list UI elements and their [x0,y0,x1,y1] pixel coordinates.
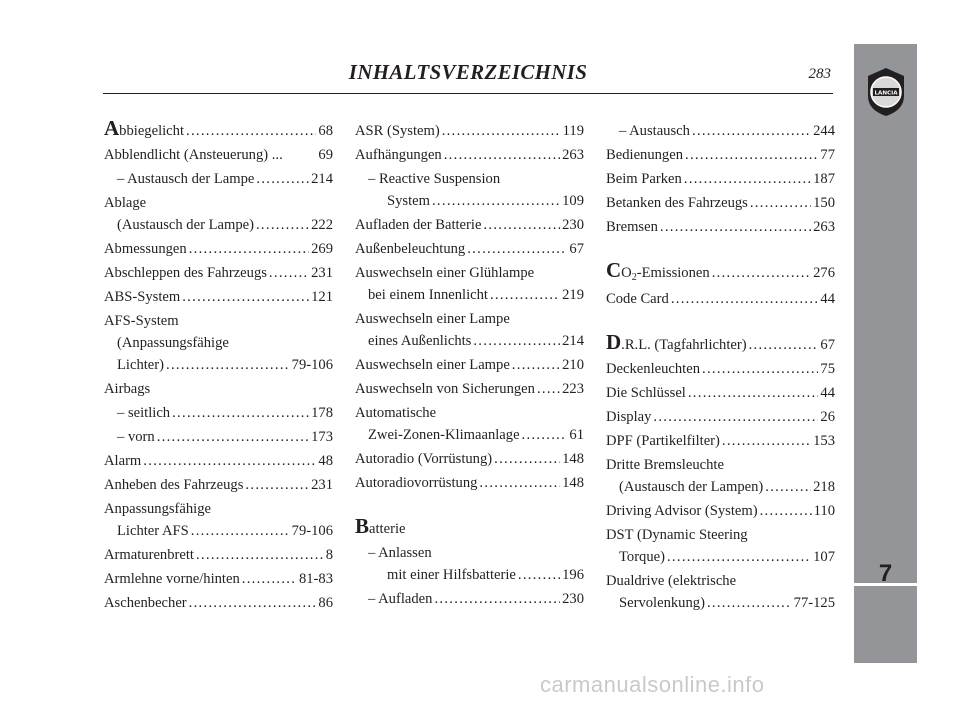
entry-page-number: 153 [813,433,835,449]
watermark: carmanualsonline.info [540,672,765,697]
entry-label: ASR (System) [355,123,440,139]
index-entry[interactable] [606,330,835,356]
entry-page-number: 214 [562,333,584,349]
entry-page-number: 81-83 [298,571,333,587]
dot-leader [269,262,309,284]
dot-leader [712,262,811,284]
entry-page-number: 230 [562,217,584,233]
entry-page-number: 178 [311,405,333,421]
entry-continuation: (Austausch der Lampen) [619,479,764,495]
dot-leader [182,286,309,308]
entry-label: Bremsen [606,219,658,235]
dot-leader [760,500,812,522]
dot-leader [688,382,819,404]
index-column-1 [104,116,333,616]
entry-page-number: 218 [813,479,835,495]
index-entry[interactable] [606,406,835,428]
entry-label: bbiegelicht [119,123,185,139]
dot-leader [660,216,811,238]
index-entry[interactable] [606,430,835,452]
index-entry[interactable] [104,116,333,142]
dot-leader [653,406,818,428]
entry-label: – Austausch [619,123,690,139]
entry-label: Betanken des Fahrzeugs [606,195,748,211]
index-entry[interactable] [104,498,333,542]
header-divider [103,93,833,94]
dot-leader [537,378,560,400]
entry-label: Dritte Bremsleuchte [606,457,724,473]
dot-leader [191,520,290,542]
page-header [103,58,833,88]
entry-label: Ablage [104,195,147,211]
entry-label: Aufladen der Batterie [355,217,482,233]
entry-label: Armlehne vorne/hinten [104,571,240,587]
dot-leader [467,238,567,260]
entry-page-number: 187 [813,171,835,187]
entry-label: -Emissionen [636,265,710,281]
entry-page-number: 148 [562,475,584,491]
index-entry[interactable] [104,262,333,284]
entry-continuation: mit einer Hilfsbatterie [387,567,516,583]
entry-page-number: 44 [820,385,835,401]
entry-label: Die Schlüssel [606,385,686,401]
entry-page-number: 44 [820,291,835,307]
entry-page-number: 79-106 [291,523,333,539]
entry-label: Außenbeleuchtung [355,241,466,257]
dot-leader [186,120,316,142]
dot-leader [667,546,811,568]
entry-label: Alarm [104,453,142,469]
dot-leader [256,214,309,236]
entry-label: Aschenbecher [104,595,187,611]
entry-page-number: 109 [562,193,584,209]
section-gap [355,496,584,518]
entry-page-number: 263 [813,219,835,235]
index-entry[interactable] [606,500,835,522]
dot-leader [684,168,811,190]
index-entry[interactable] [355,144,584,166]
entry-label: DST (Dynamic Steering [606,527,748,543]
page-title: INHALTSVERZEICHNIS [348,60,588,84]
entry-continuation: System [387,193,430,209]
index-entry[interactable] [104,592,333,614]
entry-label: Auswechseln von Sicherungen [355,381,535,397]
dot-leader [512,354,560,376]
index-entry[interactable] [606,524,835,568]
dot-leader [522,424,568,446]
section-letter: C [606,258,622,282]
dot-leader [749,334,819,356]
entry-label: – Aufladen [368,591,433,607]
index-entry[interactable] [606,358,835,380]
dot-leader [707,592,792,614]
index-entry[interactable] [104,568,333,590]
entry-label: – Austausch der Lampe [117,171,255,187]
index-entry[interactable] [104,474,333,496]
entry-label: DPF (Partikelfilter) [606,433,720,449]
entry-label: Code Card [606,291,669,307]
entry-label: Anheben des Fahrzeugs [104,477,244,493]
page-number: 283 [808,66,831,82]
entry-subscript: 2 [631,272,637,283]
section-gap [606,312,835,334]
entry-page-number: 69 [318,147,333,163]
dot-leader [189,238,309,260]
section-letter: D [606,330,622,354]
index-entry[interactable] [104,144,333,166]
index-entry[interactable] [355,588,584,610]
index-entry[interactable] [606,192,835,214]
entry-label: Abschleppen des Fahrzeugs [104,265,267,281]
entry-page-number: 276 [813,265,835,281]
entry-page-number: 61 [569,427,584,443]
entry-page-number: 121 [311,289,333,305]
chapter-number[interactable]: 7 [878,560,893,587]
entry-page-number: 230 [562,591,584,607]
index-entry[interactable] [606,570,835,614]
entry-page-number: 77 [820,147,835,163]
index-entry[interactable] [606,120,835,142]
entry-page-number: 26 [820,409,835,425]
logo-text: LANCIA [874,90,898,97]
dot-leader [434,588,560,610]
dot-leader [245,474,309,496]
entry-page-number: 67 [820,337,835,353]
entry-label: O [621,265,632,281]
entry-label: Bedienungen [606,147,684,163]
dot-leader [479,472,560,494]
entry-continuation: (Anpassungsfähige [117,335,229,351]
index-entry[interactable] [606,258,835,286]
index-entry[interactable] [355,472,584,494]
entry-page-number: 67 [569,241,584,257]
index-entry[interactable] [355,354,584,376]
entry-continuation: Zwei-Zonen-Klimaanlage [368,427,520,443]
entry-page-number: 68 [318,123,333,139]
entry-page-number: 8 [325,547,333,563]
entry-page-number: 263 [562,147,584,163]
dot-leader [518,564,560,586]
entry-continuation: Lichter) [117,357,164,373]
dot-leader [494,448,560,470]
section-letter: B [355,514,370,538]
entry-label: ABS-System [104,289,181,305]
entry-page-number: 231 [311,477,333,493]
entry-page-number: 119 [562,123,584,139]
entry-page-number: 219 [562,287,584,303]
entry-label: Abmessungen [104,241,187,257]
dot-leader [196,544,324,566]
index-entry[interactable] [104,238,333,260]
entry-label: Display [606,409,652,425]
dot-leader [702,358,818,380]
index-entry[interactable] [355,378,584,400]
entry-page-number: 86 [318,595,333,611]
index-entry[interactable] [355,542,584,586]
lancia-logo-icon [864,66,908,118]
dot-leader [483,214,560,236]
entry-label: Auswechseln einer Lampe [355,311,510,327]
entry-label: Autoradiovorrüstung [355,475,478,491]
entry-page-number: 244 [813,123,835,139]
index-entry[interactable] [355,262,584,306]
index-entry[interactable] [606,288,835,310]
index-entry[interactable] [606,168,835,190]
entry-page-number: 75 [820,361,835,377]
index-entry[interactable] [104,402,333,424]
dot-leader [242,568,297,590]
entry-label: .R.L. (Tagfahrlichter) [621,337,747,353]
entry-page-number: 269 [311,241,333,257]
index-entry[interactable] [606,454,835,498]
dot-leader [765,476,811,498]
entry-label: Aufhängungen [355,147,442,163]
section-gap [606,240,835,262]
entry-continuation: Lichter AFS [117,523,189,539]
dot-leader [166,354,290,376]
index-entry[interactable] [355,448,584,470]
index-entry[interactable] [104,426,333,448]
dot-leader [143,450,316,472]
index-entry[interactable] [606,144,835,166]
index-entry[interactable] [606,216,835,238]
entry-page-number: 173 [311,429,333,445]
dot-leader [490,284,560,306]
index-entry[interactable] [104,378,333,400]
index-entry[interactable] [104,168,333,190]
entry-page-number: 210 [562,357,584,373]
entry-page-number: 222 [311,217,333,233]
entry-continuation: (Austausch der Lampe) [117,217,254,233]
entry-label: atterie [369,521,406,537]
index-entry[interactable] [355,214,584,236]
dot-leader [671,288,819,310]
entry-label: Autoradio (Vorrüstung) [355,451,493,467]
entry-label: Deckenleuchten [606,361,700,377]
dot-leader [473,330,560,352]
dot-leader [692,120,811,142]
entry-label: Dualdrive (elektrische [606,573,737,589]
dot-leader [442,120,561,142]
entry-label: – Anlassen [368,545,432,561]
entry-continuation: bei einem Innenlicht [368,287,488,303]
dot-leader [172,402,309,424]
index-entry[interactable] [104,544,333,566]
index-entry[interactable] [355,238,584,260]
entry-page-number: 223 [562,381,584,397]
entry-page-number: 48 [318,453,333,469]
entry-label: Driving Advisor (System) [606,503,758,519]
entry-label: Anpassungsfähige [104,501,212,517]
entry-page-number: 150 [813,195,835,211]
dot-leader [750,192,811,214]
entry-label: Armaturenbrett [104,547,194,563]
entry-label: – vorn [117,429,155,445]
entry-label: – Reactive Suspension [368,171,501,187]
dot-leader [157,426,309,448]
entry-page-number: 196 [562,567,584,583]
index-entry[interactable] [104,192,333,236]
entry-label: – seitlich [117,405,171,421]
entry-page-number: 148 [562,451,584,467]
dot-leader [256,168,309,190]
index-entry[interactable] [355,308,584,352]
entry-label: AFS-System [104,313,179,329]
index-column-3 [606,120,835,616]
entry-label: Automatische [355,405,437,421]
dot-leader [722,430,811,452]
index-entry[interactable] [355,120,584,142]
entry-label: Auswechseln einer Lampe [355,357,510,373]
entry-page-number: 214 [311,171,333,187]
dot-leader [432,190,560,212]
index-column-2 [355,120,584,612]
dot-leader [685,144,818,166]
index-entry[interactable] [104,450,333,472]
entry-page-number: 110 [813,503,835,519]
entry-continuation: Servolenkung) [619,595,705,611]
index-entry[interactable] [606,382,835,404]
entry-label: Auswechseln einer Glühlampe [355,265,535,281]
entry-label: Abblendlicht (Ansteuerung) ... [104,147,283,163]
entry-page-number: 107 [813,549,835,565]
index-entry[interactable] [104,286,333,308]
index-entry[interactable] [104,310,333,376]
entry-page-number: 77-125 [793,595,835,611]
index-entry[interactable] [355,514,584,540]
entry-continuation: eines Außenlichts [368,333,472,349]
index-entry[interactable] [355,168,584,212]
index-entry[interactable] [355,402,584,446]
entry-continuation: Torque) [619,549,665,565]
section-letter: A [104,116,120,140]
dot-leader [444,144,560,166]
dot-leader [189,592,317,614]
entry-page-number: 79-106 [291,357,333,373]
entry-page-number: 231 [311,265,333,281]
entry-label: Beim Parken [606,171,682,187]
entry-label: Airbags [104,381,151,397]
